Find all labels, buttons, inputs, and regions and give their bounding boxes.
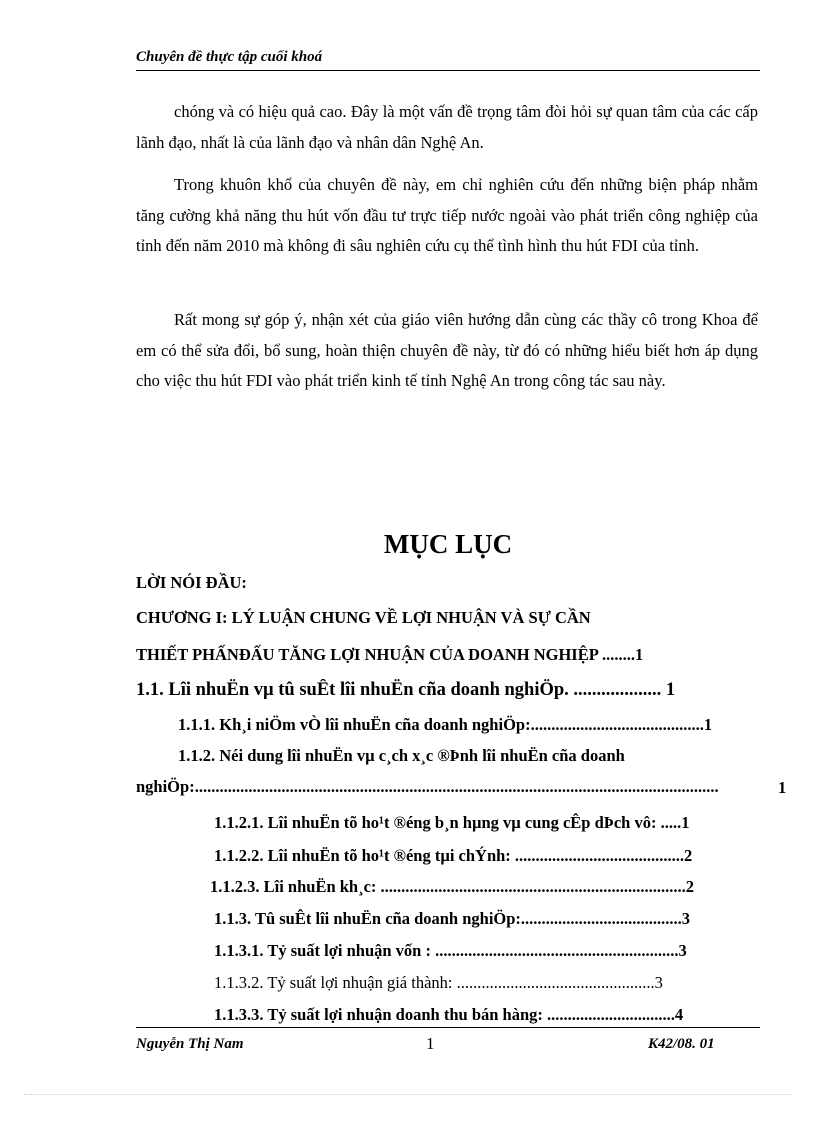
toc-entry-1-1-3-3: 1.1.3.3. Tỷ suất lợi nhuận doanh thu bán hàng: ...............................4 [214,1005,684,1024]
toc-entry-1-1-2-2: 1.1.2.2. Lîi nhuËn tõ ho¹t ®éng tµi chÝnh: .........................................2 [214,846,693,865]
toc-entry-1-1-2-line-2: nghiÖp:............................................................................................................................... [136,777,719,796]
toc-title: MỤC LỤC [383,529,513,559]
page-bottom-dotted-line [24,1094,792,1095]
toc-entry-1-1-1: 1.1.1. Kh¸i niÖm vÒ lîi nhuËn cña doanh nghiÖp:..........................................1 [178,715,713,734]
toc-entry-chapter-1-line-2: THIẾT PHẤNĐẤU TĂNG LỢI NHUẬN CỦA DOANH NGHIỆP ........1 [136,645,644,664]
page-header: Chuyên đề thực tập cuối khoá [136,48,760,71]
toc-entry-1-1-2-line-1: 1.1.2. Néi dung lîi nhuËn vµ c¸ch x¸c ®Þnh lîi nhuËn cña doanh [178,746,625,765]
toc-entry-preface: LỜI NÓI ĐẦU: [136,573,247,592]
toc-entry-1-1-3-1: 1.1.3.1. Tỷ suất lợi nhuận vốn : ...........................................................3 [214,941,687,960]
toc-entry-1-1-3: 1.1.3. Tû suÊt lîi nhuËn cña doanh nghiÖp:.......................................3 [214,909,691,928]
footer-author: Nguyễn Thị Nam [136,1036,244,1052]
footer-page-number: 1 [426,1034,435,1053]
toc-entry-chapter-1-line-1: CHƯƠNG I: LÝ LUẬN CHUNG VỀ LỢI NHUẬN VÀ SỰ CẦN [136,608,591,627]
toc-entry-1-1-2-1: 1.1.2.1. Lîi nhuËn tõ ho¹t ®éng b¸n hµng vµ cung cÊp dÞch vô: .....1 [214,813,690,832]
toc-entry-1-1-2-page: 1 [778,778,787,797]
body-paragraph-3: Rất mong sự góp ý, nhận xét của giáo viên hướng dẫn cùng các thầy cô trong Khoa để em có thể sửa đổi, bổ sung, hoàn thiện chuyên đề này, từ đó có những hiểu biết hơn áp dụng cho việc thu hút FDI vào phát triển kinh tế tỉnh Nghệ An trong công tác sau này. [136,310,758,390]
toc-entry-1-1-3-2: 1.1.3.2. Tỷ suất lợi nhuận giá thành: ................................................3 [214,973,663,992]
footer-class-code: K42/08. 01 [648,1036,715,1052]
toc-entry-1-1-2-3: 1.1.2.3. Lîi nhuËn kh¸c: ..........................................................................2 [210,877,695,896]
footer-rule [136,1027,760,1028]
toc-entry-1-1: 1.1. Lîi nhuËn vµ tû suÊt lîi nhuËn cña doanh nghiÖp. ................... 1 [136,680,676,700]
body-paragraph-1: chóng và có hiệu quả cao. Đây là một vấn đề trọng tâm đòi hỏi sự quan tâm của các cấp lãnh đạo, nhất là của lãnh đạo và nhân dân Nghệ An. [136,102,758,152]
body-paragraph-2: Trong khuôn khổ của chuyên đề này, em chỉ nghiên cứu đến những biện pháp nhằm tăng cường khả năng thu hút vốn đầu tư trực tiếp nước ngoài vào phát triển công nghiệp của tỉnh đến năm 2010 mà không đi sâu nghiên cứu cụ thể tình hình thu hút FDI của tỉnh. [136,175,758,255]
